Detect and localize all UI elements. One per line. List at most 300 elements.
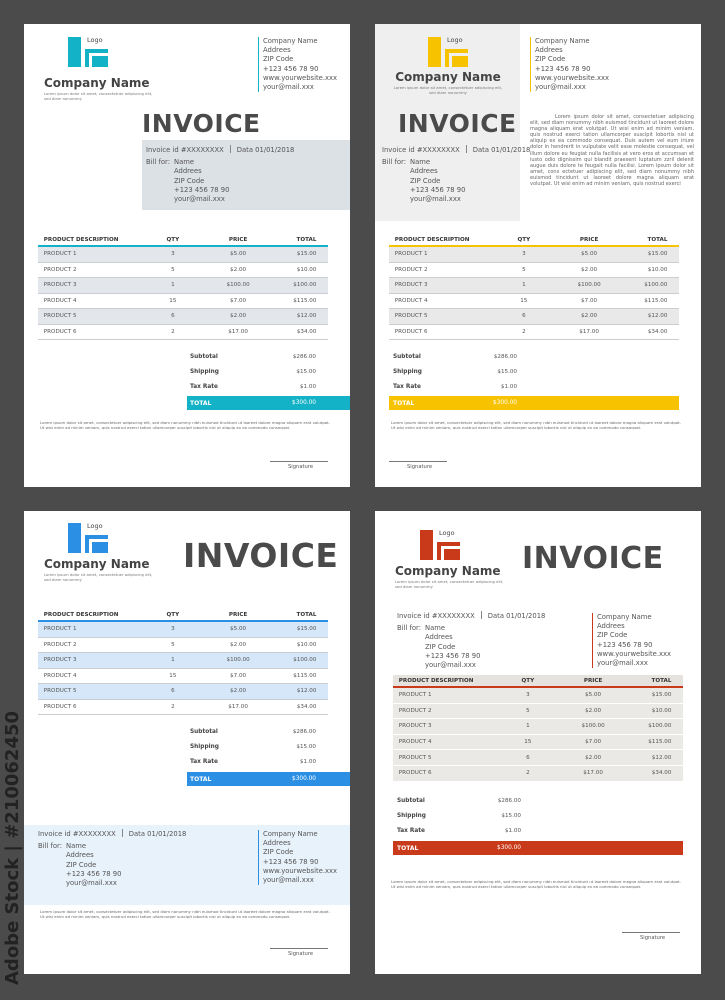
bill-for-label: Bill for: bbox=[382, 158, 407, 167]
product-description: PRODUCT 2 bbox=[398, 707, 432, 714]
product-description: PRODUCT 3 bbox=[394, 282, 428, 289]
contact-line: Company Name bbox=[535, 37, 590, 45]
logo-mark-side bbox=[437, 542, 441, 560]
side-description: Lorem ipsum dolor sit amet, consectetuer adipiscing elit, sed diam nonummy nibh euismod tincidunt ut laoreet dolore magna aliquam erat volutpat. Ut wisi enim ad minim veniam, quis nostrud exerci tation ullamcorper suscipit lobortis nisl ut aliquip ex ea commodo consequat. Duis autem vel eum iriure dolor in hendrerit in vulputate velit esse molestie consequat, vel illum dolore eu feugiat nulla facilisis at vero eros et accumsan et iusto odio dignissim qui blandit praesent luptatum zzril delenit augue duis dolore te feugait nulla facilisi. Lorem ipsum dolor sit amet, cons ectetuer adipiscing elit, sed diam nonummy nibh euismod tincidunt ut laoreet dolore magna aliquam erat volutpat. Ut wisi enim ad minim veniam, quis nostrud exerci bbox=[530, 114, 694, 188]
invoice-meta bbox=[397, 611, 545, 621]
unit-price: $100.00 bbox=[581, 723, 605, 730]
invoice-date: Data 01/01/2018 bbox=[487, 612, 546, 620]
product-description: PRODUCT 3 bbox=[398, 723, 432, 730]
quantity: 2 bbox=[171, 703, 175, 710]
line-total: $100.00 bbox=[293, 657, 317, 664]
totals-label: Shipping bbox=[190, 369, 219, 375]
logo-mark-block bbox=[452, 56, 468, 67]
line-total: $10.00 bbox=[647, 266, 668, 273]
totals-value: $15.00 bbox=[501, 813, 521, 819]
line-total: $10.00 bbox=[651, 707, 672, 714]
signature-line bbox=[270, 461, 328, 462]
unit-price: $17.00 bbox=[228, 703, 248, 710]
company-tagline: Lorem ipsum dolor sit amet, consectetuer adipiscing elit, sed diam nonummy bbox=[393, 85, 503, 95]
product-description: PRODUCT 2 bbox=[394, 266, 428, 273]
product-description: PRODUCT 5 bbox=[398, 754, 432, 761]
product-description: PRODUCT 5 bbox=[43, 688, 77, 695]
product-description: PRODUCT 6 bbox=[394, 328, 428, 335]
line-total: $100.00 bbox=[648, 723, 672, 730]
totals-label: Tax Rate bbox=[393, 384, 421, 390]
totals-label: Subtotal bbox=[190, 354, 218, 360]
unit-price: $7.00 bbox=[230, 297, 247, 304]
bill-for-label: Bill for: bbox=[146, 158, 171, 167]
grand-total-value: $300.00 bbox=[292, 400, 316, 406]
company-block bbox=[388, 70, 508, 95]
logo-label: Logo bbox=[87, 522, 103, 530]
table-row bbox=[38, 669, 328, 685]
product-description: PRODUCT 1 bbox=[43, 251, 77, 258]
company-contact bbox=[592, 613, 671, 668]
contact-line: ZIP Code bbox=[535, 55, 566, 64]
bill-for-line: +123 456 78 90 bbox=[425, 651, 481, 660]
totals-value: $1.00 bbox=[504, 828, 521, 834]
stock-watermark-label: Adobe Stock | #210062450 bbox=[2, 710, 23, 985]
bill-for-line: Name bbox=[425, 624, 446, 633]
quantity: 6 bbox=[171, 313, 175, 320]
grand-total-label: TOTAL bbox=[190, 400, 212, 407]
bill-for-line: Name bbox=[174, 158, 195, 167]
totals-value: $1.00 bbox=[299, 759, 316, 765]
totals-label: Shipping bbox=[190, 744, 219, 750]
column-header: PRICE bbox=[228, 237, 248, 243]
product-description: PRODUCT 5 bbox=[43, 313, 77, 320]
unit-price: $2.00 bbox=[230, 641, 247, 648]
table-row bbox=[38, 309, 328, 325]
bill-for-line: Addrees bbox=[425, 633, 453, 642]
signature-line bbox=[389, 461, 447, 462]
logo-mark-side bbox=[445, 49, 449, 67]
unit-price: $7.00 bbox=[581, 297, 598, 304]
company-name: Company Name bbox=[44, 557, 150, 571]
table-row bbox=[38, 638, 328, 654]
unit-price: $7.00 bbox=[585, 739, 602, 746]
invoice-info bbox=[382, 145, 530, 204]
totals-label: Tax Rate bbox=[190, 759, 218, 765]
signature-label: Signature bbox=[640, 935, 666, 941]
totals-label: Subtotal bbox=[393, 354, 421, 360]
column-header: PRICE bbox=[228, 612, 248, 618]
signature-label: Signature bbox=[288, 464, 314, 470]
logo-mark-block bbox=[92, 56, 108, 67]
quantity: 6 bbox=[171, 688, 175, 695]
invoice-date: Data 01/01/2018 bbox=[472, 146, 531, 154]
grand-total-label: TOTAL bbox=[393, 400, 415, 407]
signature-line bbox=[622, 932, 680, 933]
bill-for-label: Bill for: bbox=[397, 624, 422, 633]
product-description: PRODUCT 2 bbox=[43, 641, 77, 648]
company-block bbox=[44, 557, 164, 582]
grand-total-value: $300.00 bbox=[493, 400, 517, 406]
contact-line: Company Name bbox=[263, 830, 318, 838]
totals-value: $286.00 bbox=[493, 354, 517, 360]
bill-for-label: Bill for: bbox=[38, 842, 63, 851]
logo-mark-side bbox=[85, 535, 89, 553]
quantity: 5 bbox=[526, 707, 530, 714]
bill-for-line: Addrees bbox=[410, 167, 438, 176]
logo-mark-bar bbox=[420, 530, 433, 560]
totals-value: $15.00 bbox=[497, 369, 517, 375]
product-description: PRODUCT 4 bbox=[43, 297, 77, 304]
invoice-id: Invoice id #XXXXXXXX bbox=[397, 612, 475, 620]
invoice-meta bbox=[382, 145, 530, 155]
quantity: 1 bbox=[171, 282, 175, 289]
bill-for-lines bbox=[66, 842, 121, 888]
totals-label: Subtotal bbox=[190, 729, 218, 735]
table-row bbox=[389, 263, 679, 279]
company-contact bbox=[530, 37, 609, 92]
logo-label: Logo bbox=[447, 36, 463, 44]
totals-value: $1.00 bbox=[299, 384, 316, 390]
invoice-info bbox=[146, 145, 294, 204]
quantity: 2 bbox=[171, 328, 175, 335]
column-header: TOTAL bbox=[296, 612, 317, 618]
table-row bbox=[393, 704, 683, 720]
logo-mark-block bbox=[444, 549, 460, 560]
product-description: PRODUCT 1 bbox=[394, 251, 428, 258]
company-contact bbox=[258, 37, 337, 92]
table-row bbox=[393, 735, 683, 751]
line-total: $12.00 bbox=[296, 313, 317, 320]
bill-for-line: Addrees bbox=[174, 167, 202, 176]
line-total: $115.00 bbox=[644, 297, 668, 304]
signature-label: Signature bbox=[407, 464, 433, 470]
contact-line: Company Name bbox=[597, 613, 652, 621]
invoice-info bbox=[397, 611, 545, 670]
company-block bbox=[44, 76, 164, 101]
invoice-page-red bbox=[375, 511, 701, 974]
line-total: $12.00 bbox=[651, 754, 672, 761]
bill-for bbox=[146, 158, 294, 204]
line-total: $34.00 bbox=[647, 328, 668, 335]
column-header: PRODUCT DESCRIPTION bbox=[398, 677, 474, 684]
contact-line: your@mail.xxx bbox=[535, 83, 586, 92]
logo-mark-bar bbox=[68, 37, 81, 67]
line-total: $10.00 bbox=[296, 641, 317, 648]
bill-for-line: +123 456 78 90 bbox=[410, 185, 466, 194]
table-header bbox=[38, 235, 328, 247]
table-row bbox=[38, 247, 328, 263]
grand-total-bar bbox=[187, 772, 350, 786]
bill-for bbox=[382, 158, 530, 204]
logo-mark-side bbox=[85, 49, 89, 67]
product-table bbox=[38, 235, 328, 340]
contact-line: your@mail.xxx bbox=[597, 659, 648, 668]
line-total: $15.00 bbox=[651, 692, 672, 699]
column-header: PRODUCT DESCRIPTION bbox=[43, 612, 119, 618]
unit-price: $5.00 bbox=[585, 692, 602, 699]
product-table bbox=[38, 610, 328, 715]
quantity: 1 bbox=[526, 723, 530, 730]
contact-line: ZIP Code bbox=[263, 848, 294, 857]
company-tagline: Lorem ipsum dolor sit amet, consectetuer adipiscing elit, sed diam nonummy bbox=[44, 572, 153, 582]
table-row bbox=[389, 309, 679, 325]
contact-line: Addrees bbox=[263, 46, 291, 55]
logo-mark-bar bbox=[428, 37, 441, 67]
product-description: PRODUCT 6 bbox=[398, 770, 432, 777]
product-description: PRODUCT 3 bbox=[43, 282, 77, 289]
meta-divider bbox=[481, 611, 482, 619]
contact-line: Addrees bbox=[263, 839, 291, 848]
bill-for-lines bbox=[410, 158, 465, 204]
unit-price: $100.00 bbox=[226, 657, 250, 664]
quantity: 15 bbox=[169, 672, 177, 679]
invoice-page-yellow bbox=[375, 24, 701, 487]
unit-price: $2.00 bbox=[585, 707, 602, 714]
line-total: $34.00 bbox=[296, 328, 317, 335]
grand-total-bar bbox=[389, 396, 679, 410]
product-table bbox=[393, 675, 683, 782]
product-description: PRODUCT 1 bbox=[398, 692, 432, 699]
quantity: 1 bbox=[522, 282, 526, 289]
bill-for-line: ZIP Code bbox=[66, 860, 97, 869]
unit-price: $2.00 bbox=[230, 266, 247, 273]
bill-for bbox=[397, 624, 545, 670]
line-total: $10.00 bbox=[296, 266, 317, 273]
bill-for-line: your@mail.xxx bbox=[66, 879, 117, 888]
contact-line: ZIP Code bbox=[263, 55, 294, 64]
line-total: $12.00 bbox=[647, 313, 668, 320]
column-header: PRODUCT DESCRIPTION bbox=[394, 237, 470, 243]
totals-label: Subtotal bbox=[397, 798, 425, 804]
invoice-id: Invoice id #XXXXXXXX bbox=[38, 830, 116, 838]
bill-for-line: +123 456 78 90 bbox=[174, 185, 230, 194]
quantity: 5 bbox=[522, 266, 526, 273]
line-total: $115.00 bbox=[293, 672, 317, 679]
column-header: PRICE bbox=[583, 677, 603, 684]
contact-line: +123 456 78 90 bbox=[597, 640, 653, 649]
totals-label: Tax Rate bbox=[397, 828, 425, 834]
company-name: Company Name bbox=[395, 70, 501, 84]
invoice-meta bbox=[146, 145, 294, 155]
product-description: PRODUCT 6 bbox=[43, 328, 77, 335]
line-total: $34.00 bbox=[296, 703, 317, 710]
table-row bbox=[38, 263, 328, 279]
contact-line: www.yourwebsite.xxx bbox=[535, 73, 610, 82]
product-description: PRODUCT 6 bbox=[43, 703, 77, 710]
contact-line: www.yourwebsite.xxx bbox=[597, 649, 672, 658]
bill-for-line: your@mail.xxx bbox=[425, 661, 476, 670]
line-total: $100.00 bbox=[293, 282, 317, 289]
bill-for-line: ZIP Code bbox=[410, 176, 441, 185]
column-header: PRODUCT DESCRIPTION bbox=[43, 237, 119, 243]
logo-mark-bar bbox=[68, 523, 81, 553]
product-description: PRODUCT 1 bbox=[43, 626, 77, 633]
invoice-id: Invoice id #XXXXXXXX bbox=[146, 146, 224, 154]
totals-label: Shipping bbox=[397, 813, 426, 819]
invoice-title: INVOICE bbox=[398, 109, 517, 138]
footer-note: Lorem ipsum dolor sit amet, consectetuer adipiscing elit, sed diam nonummy nibh euismod tincidunt ut laoreet dolore magna aliquam erat volutpat. Ut wisi enim ad minim veniam, quis nostrud exerci tation ullamcorper suscipit lobortis nisl ut aliquip ex ea commodo consequat. bbox=[40, 420, 330, 431]
line-total: $15.00 bbox=[296, 626, 317, 633]
company-contact bbox=[258, 830, 337, 885]
line-total: $100.00 bbox=[644, 282, 668, 289]
table-row bbox=[38, 653, 328, 669]
product-description: PRODUCT 3 bbox=[43, 657, 77, 664]
grand-total-bar bbox=[393, 841, 683, 855]
table-row bbox=[389, 294, 679, 310]
bill-for bbox=[38, 842, 186, 888]
bill-for-line: Name bbox=[66, 842, 87, 851]
quantity: 3 bbox=[522, 251, 526, 258]
quantity: 6 bbox=[526, 754, 530, 761]
quantity: 15 bbox=[520, 297, 528, 304]
bill-for-line: ZIP Code bbox=[174, 176, 205, 185]
contact-line: www.yourwebsite.xxx bbox=[263, 866, 338, 875]
totals-value: $286.00 bbox=[497, 798, 521, 804]
table-row bbox=[38, 294, 328, 310]
quantity: 2 bbox=[526, 770, 530, 777]
column-header: QTY bbox=[517, 237, 531, 243]
unit-price: $2.00 bbox=[581, 266, 598, 273]
unit-price: $100.00 bbox=[577, 282, 601, 289]
product-description: PRODUCT 4 bbox=[398, 739, 432, 746]
footer-note: Lorem ipsum dolor sit amet, consectetuer adipiscing elit, sed diam nonummy nibh euismod tincidunt ut laoreet dolore magna aliquam erat volutpat. Ut wisi enim ad minim veniam, quis nostrud exerci tation ullamcorper suscipit lobortis nisl ut aliquip ex ea commodo consequat. bbox=[391, 879, 681, 890]
table-row bbox=[389, 278, 679, 294]
quantity: 2 bbox=[522, 328, 526, 335]
table-row bbox=[38, 700, 328, 716]
contact-line: your@mail.xxx bbox=[263, 83, 314, 92]
unit-price: $17.00 bbox=[579, 328, 599, 335]
company-name: Company Name bbox=[44, 76, 150, 90]
bill-for-line: Addrees bbox=[66, 851, 94, 860]
quantity: 15 bbox=[169, 297, 177, 304]
table-row bbox=[389, 247, 679, 263]
logo-label: Logo bbox=[87, 36, 103, 44]
footer-note: Lorem ipsum dolor sit amet, consectetuer adipiscing elit, sed diam nonummy nibh euismod tincidunt ut laoreet dolore magna aliquam erat volutpat. Ut wisi enim ad minim veniam, quis nostrud exerci tation ullamcorper suscipit lobortis nisl ut aliquip ex ea commodo consequat. bbox=[391, 420, 681, 431]
signature-line bbox=[270, 948, 328, 949]
table-row bbox=[38, 622, 328, 638]
contact-line: www.yourwebsite.xxx bbox=[263, 73, 338, 82]
totals-value: $286.00 bbox=[292, 354, 316, 360]
product-description: PRODUCT 5 bbox=[394, 313, 428, 320]
invoice-page-teal bbox=[24, 24, 350, 487]
invoice-title: INVOICE bbox=[522, 541, 664, 576]
column-header: TOTAL bbox=[296, 237, 317, 243]
contact-line: +123 456 78 90 bbox=[263, 64, 319, 73]
table-row bbox=[393, 719, 683, 735]
table-header bbox=[393, 675, 683, 688]
invoice-page-blue bbox=[24, 511, 350, 974]
table-header bbox=[38, 610, 328, 622]
bill-for-line: +123 456 78 90 bbox=[66, 869, 122, 878]
quantity: 1 bbox=[171, 657, 175, 664]
line-total: $12.00 bbox=[296, 688, 317, 695]
totals-value: $15.00 bbox=[296, 744, 316, 750]
contact-line: +123 456 78 90 bbox=[263, 857, 319, 866]
line-total: $15.00 bbox=[296, 251, 317, 258]
table-row bbox=[38, 278, 328, 294]
logo-mark-block bbox=[92, 542, 108, 553]
footer-note: Lorem ipsum dolor sit amet, consectetuer adipiscing elit, sed diam nonummy nibh euismod tincidunt ut laoreet dolore magna aliquam erat volutpat. Ut wisi enim ad minim veniam, quis nostrud exerci tation ullamcorper suscipit lobortis nisl ut aliquip ex ea commodo consequat. bbox=[40, 909, 330, 920]
invoice-date: Data 01/01/2018 bbox=[236, 146, 295, 154]
bill-for-line: Name bbox=[410, 158, 431, 167]
unit-price: $17.00 bbox=[583, 770, 603, 777]
invoice-title: INVOICE bbox=[142, 109, 261, 138]
table-row bbox=[393, 766, 683, 782]
invoice-title: INVOICE bbox=[183, 536, 339, 575]
quantity: 5 bbox=[171, 641, 175, 648]
invoice-info bbox=[38, 829, 186, 888]
column-header: QTY bbox=[521, 677, 535, 684]
table-row bbox=[393, 750, 683, 766]
company-logo bbox=[68, 37, 110, 68]
unit-price: $5.00 bbox=[230, 251, 247, 258]
totals-value: $1.00 bbox=[500, 384, 517, 390]
company-block bbox=[395, 564, 515, 589]
totals-value: $286.00 bbox=[292, 729, 316, 735]
column-header: TOTAL bbox=[647, 237, 668, 243]
unit-price: $2.00 bbox=[230, 688, 247, 695]
logo-label: Logo bbox=[439, 529, 455, 537]
totals-label: Tax Rate bbox=[190, 384, 218, 390]
company-logo bbox=[420, 530, 462, 561]
bill-for-lines bbox=[425, 624, 480, 670]
contact-line: Addrees bbox=[597, 622, 625, 631]
meta-divider bbox=[466, 145, 467, 153]
invoice-date: Data 01/01/2018 bbox=[128, 830, 187, 838]
company-name: Company Name bbox=[395, 564, 501, 578]
quantity: 3 bbox=[526, 692, 530, 699]
unit-price: $5.00 bbox=[230, 626, 247, 633]
company-tagline: Lorem ipsum dolor sit amet, consectetuer adipiscing elit, sed diam nonummy bbox=[395, 579, 504, 589]
column-header: QTY bbox=[166, 237, 180, 243]
table-row bbox=[38, 325, 328, 341]
line-total: $115.00 bbox=[648, 739, 672, 746]
bill-for-line: your@mail.xxx bbox=[410, 195, 461, 204]
unit-price: $2.00 bbox=[230, 313, 247, 320]
line-total: $15.00 bbox=[647, 251, 668, 258]
meta-divider bbox=[122, 829, 123, 837]
invoice-id: Invoice id #XXXXXXXX bbox=[382, 146, 460, 154]
line-total: $34.00 bbox=[651, 770, 672, 777]
contact-line: +123 456 78 90 bbox=[535, 64, 591, 73]
totals-value: $15.00 bbox=[296, 369, 316, 375]
grand-total-value: $300.00 bbox=[497, 845, 521, 851]
contact-line: Addrees bbox=[535, 46, 563, 55]
totals-label: Shipping bbox=[393, 369, 422, 375]
invoice-meta bbox=[38, 829, 186, 839]
quantity: 3 bbox=[171, 251, 175, 258]
table-header bbox=[389, 235, 679, 247]
unit-price: $17.00 bbox=[228, 328, 248, 335]
grand-total-value: $300.00 bbox=[292, 776, 316, 782]
quantity: 6 bbox=[522, 313, 526, 320]
unit-price: $2.00 bbox=[585, 754, 602, 761]
unit-price: $5.00 bbox=[581, 251, 598, 258]
table-row bbox=[389, 325, 679, 341]
company-tagline: Lorem ipsum dolor sit amet, consectetuer adipiscing elit, sed diam nonummy bbox=[44, 91, 153, 101]
unit-price: $7.00 bbox=[230, 672, 247, 679]
company-logo bbox=[428, 37, 470, 68]
signature-label: Signature bbox=[288, 951, 314, 957]
bill-for-line: your@mail.xxx bbox=[174, 195, 225, 204]
bill-for-line: ZIP Code bbox=[425, 642, 456, 651]
line-total: $115.00 bbox=[293, 297, 317, 304]
meta-divider bbox=[230, 145, 231, 153]
product-table bbox=[389, 235, 679, 340]
product-description: PRODUCT 4 bbox=[43, 672, 77, 679]
quantity: 5 bbox=[171, 266, 175, 273]
grand-total-bar bbox=[187, 396, 350, 410]
contact-line: your@mail.xxx bbox=[263, 876, 314, 885]
column-header: QTY bbox=[166, 612, 180, 618]
unit-price: $100.00 bbox=[226, 282, 250, 289]
column-header: TOTAL bbox=[651, 677, 672, 684]
